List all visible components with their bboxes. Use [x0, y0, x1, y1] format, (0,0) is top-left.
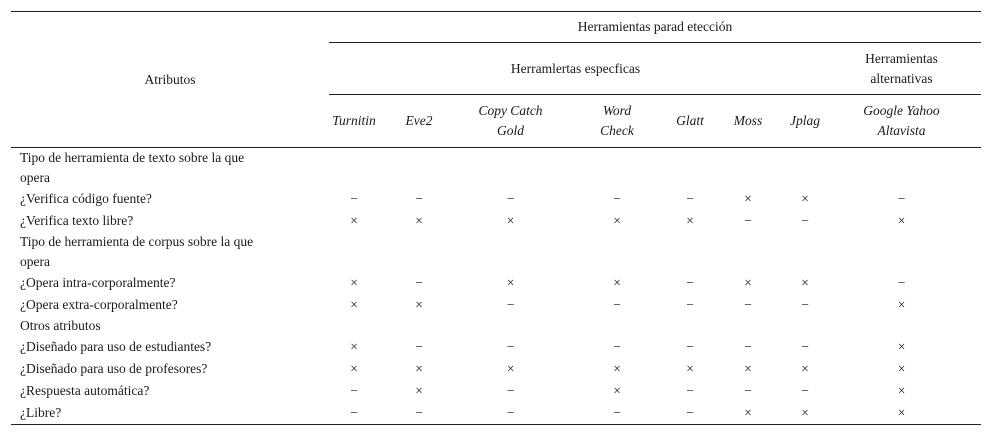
cross-mark: ×: [897, 213, 906, 228]
attribute-label: ¿Verifica código fuente?: [20, 191, 152, 206]
empty-cell: [562, 148, 672, 189]
column-header-line2: Gold: [497, 123, 524, 138]
cross-mark: ×: [506, 275, 515, 290]
table-row: [11, 210, 981, 232]
cross-mark: ×: [350, 339, 358, 354]
column-header: [822, 95, 981, 148]
cross-mark: ×: [506, 361, 515, 376]
table-row: [11, 402, 981, 425]
empty-cell: [708, 316, 788, 336]
dash-mark: −: [686, 383, 694, 398]
attribute-label: ¿Verifica texto libre?: [20, 213, 134, 228]
dash-mark: −: [459, 402, 562, 425]
cross-mark: ×: [686, 361, 694, 376]
cross-mark: ×: [822, 402, 981, 425]
column-header-line1: Jplag: [790, 113, 820, 128]
header-row-tools: [11, 12, 981, 43]
attributes-header: Atributos: [11, 12, 329, 148]
section-label-line2: opera: [20, 254, 50, 269]
column-header-line1: Copy Catch: [478, 103, 543, 118]
cross-mark: ×: [801, 361, 809, 376]
dash-mark: −: [415, 275, 423, 290]
dash-mark: −: [329, 402, 379, 425]
cross-mark: ×: [350, 361, 358, 376]
table-row: [11, 336, 981, 358]
dash-mark: −: [415, 191, 423, 206]
cross-mark: ×: [897, 297, 906, 312]
empty-cell: [672, 232, 708, 272]
section-label-line1: Tipo de herramienta de corpus sobre la que: [20, 234, 254, 249]
empty-cell: [672, 148, 708, 189]
section-label: [11, 232, 329, 272]
column-header-line1: Moss: [733, 113, 763, 128]
tools-group-header: Herramientas parad etección: [329, 12, 981, 43]
cross-mark: ×: [897, 383, 906, 398]
attribute-label: ¿Libre?: [11, 402, 329, 425]
empty-cell: [459, 232, 562, 272]
dash-mark: −: [506, 383, 515, 398]
cross-mark: ×: [744, 275, 752, 290]
empty-cell: [708, 148, 788, 189]
table-row: [11, 188, 981, 210]
dash-mark: −: [744, 297, 752, 312]
cross-mark: ×: [744, 361, 752, 376]
dash-mark: −: [350, 383, 358, 398]
comparison-table: [11, 11, 981, 425]
empty-cell: [822, 316, 981, 336]
cross-mark: ×: [350, 275, 358, 290]
table-row: [11, 294, 981, 316]
dash-mark: −: [801, 297, 809, 312]
empty-cell: [672, 316, 708, 336]
section-label: [11, 148, 329, 189]
empty-cell: [379, 232, 459, 272]
dash-mark: −: [686, 297, 694, 312]
column-header: [788, 95, 822, 148]
empty-cell: [822, 148, 981, 189]
cross-mark: ×: [897, 361, 906, 376]
section-label: Otros atributos: [20, 318, 101, 333]
alt-header-line2: alternativas: [870, 70, 933, 86]
column-header-line2: Altavista: [877, 123, 926, 138]
attribute-label: ¿Respuesta automática?: [20, 383, 150, 398]
dash-mark: −: [613, 339, 621, 354]
dash-mark: −: [897, 191, 906, 206]
column-header-line1: Word: [602, 103, 632, 118]
empty-cell: [329, 148, 379, 189]
empty-cell: [788, 148, 822, 189]
dash-mark: −: [613, 297, 621, 312]
column-header: [708, 95, 788, 148]
dash-mark: −: [801, 339, 809, 354]
table-body: [11, 148, 981, 425]
column-header: [329, 95, 379, 148]
dash-mark: −: [744, 339, 752, 354]
empty-cell: [329, 232, 379, 272]
dash-mark: −: [897, 275, 906, 290]
section-row: [11, 232, 981, 272]
dash-mark: −: [506, 339, 515, 354]
dash-mark: −: [415, 339, 423, 354]
dash-mark: −: [686, 191, 694, 206]
cross-mark: ×: [613, 361, 621, 376]
dash-mark: −: [613, 191, 621, 206]
empty-cell: [329, 316, 379, 336]
empty-cell: [379, 148, 459, 189]
cross-mark: ×: [801, 275, 809, 290]
dash-mark: −: [744, 383, 752, 398]
column-header: [379, 95, 459, 148]
cross-mark: ×: [350, 213, 358, 228]
table-row: [11, 272, 981, 294]
dash-mark: −: [506, 297, 515, 312]
column-header-line1: Eve2: [405, 113, 433, 128]
dash-mark: −: [801, 383, 809, 398]
dash-mark: −: [744, 213, 752, 228]
alternative-tools-header: [822, 43, 981, 95]
dash-mark: −: [672, 402, 708, 425]
empty-cell: [788, 316, 822, 336]
cross-mark: ×: [415, 361, 423, 376]
cross-mark: ×: [801, 191, 809, 206]
dash-mark: −: [350, 191, 358, 206]
attribute-label: ¿Diseñado para uso de estudiantes?: [20, 339, 212, 354]
dash-mark: −: [506, 191, 515, 206]
empty-cell: [459, 148, 562, 189]
section-label-line2: opera: [20, 170, 50, 185]
section-row: [11, 148, 981, 189]
column-header-line1: Google Yahoo: [863, 103, 940, 118]
empty-cell: [708, 232, 788, 272]
column-header: [672, 95, 708, 148]
dash-mark: −: [562, 402, 672, 425]
cross-mark: ×: [415, 297, 423, 312]
cross-mark: ×: [613, 275, 621, 290]
dash-mark: −: [686, 339, 694, 354]
empty-cell: [562, 316, 672, 336]
column-header-line2: Check: [600, 123, 634, 138]
dash-mark: −: [686, 275, 694, 290]
dash-mark: −: [801, 213, 809, 228]
empty-cell: [822, 232, 981, 272]
cross-mark: ×: [788, 402, 822, 425]
attribute-label: ¿Opera intra-corporalmente?: [20, 275, 176, 290]
section-row: [11, 316, 981, 336]
cross-mark: ×: [415, 213, 423, 228]
cross-mark: ×: [686, 213, 694, 228]
cross-mark: ×: [613, 213, 621, 228]
cross-mark: ×: [350, 297, 358, 312]
column-header-line1: Glatt: [676, 113, 704, 128]
empty-cell: [459, 316, 562, 336]
specific-tools-header: Herramlertas especficas: [329, 43, 822, 95]
attribute-label: ¿Diseñado para uso de profesores?: [20, 361, 208, 376]
section-label-line1: Tipo de herramienta de texto sobre la que: [20, 150, 245, 165]
dash-mark: −: [379, 402, 459, 425]
column-header: [459, 95, 562, 148]
attribute-label: ¿Opera extra-corporalmente?: [20, 297, 178, 312]
empty-cell: [562, 232, 672, 272]
empty-cell: [788, 232, 822, 272]
cross-mark: ×: [897, 339, 906, 354]
column-header: [562, 95, 672, 148]
table-row: [11, 380, 981, 402]
alt-header-line1: Herramientas: [865, 50, 938, 66]
cross-mark: ×: [613, 383, 621, 398]
table-row: [11, 358, 981, 380]
empty-cell: [379, 316, 459, 336]
cross-mark: ×: [744, 191, 752, 206]
cross-mark: ×: [415, 383, 423, 398]
column-header-line1: Turnitin: [332, 113, 376, 128]
cross-mark: ×: [506, 213, 515, 228]
cross-mark: ×: [708, 402, 788, 425]
